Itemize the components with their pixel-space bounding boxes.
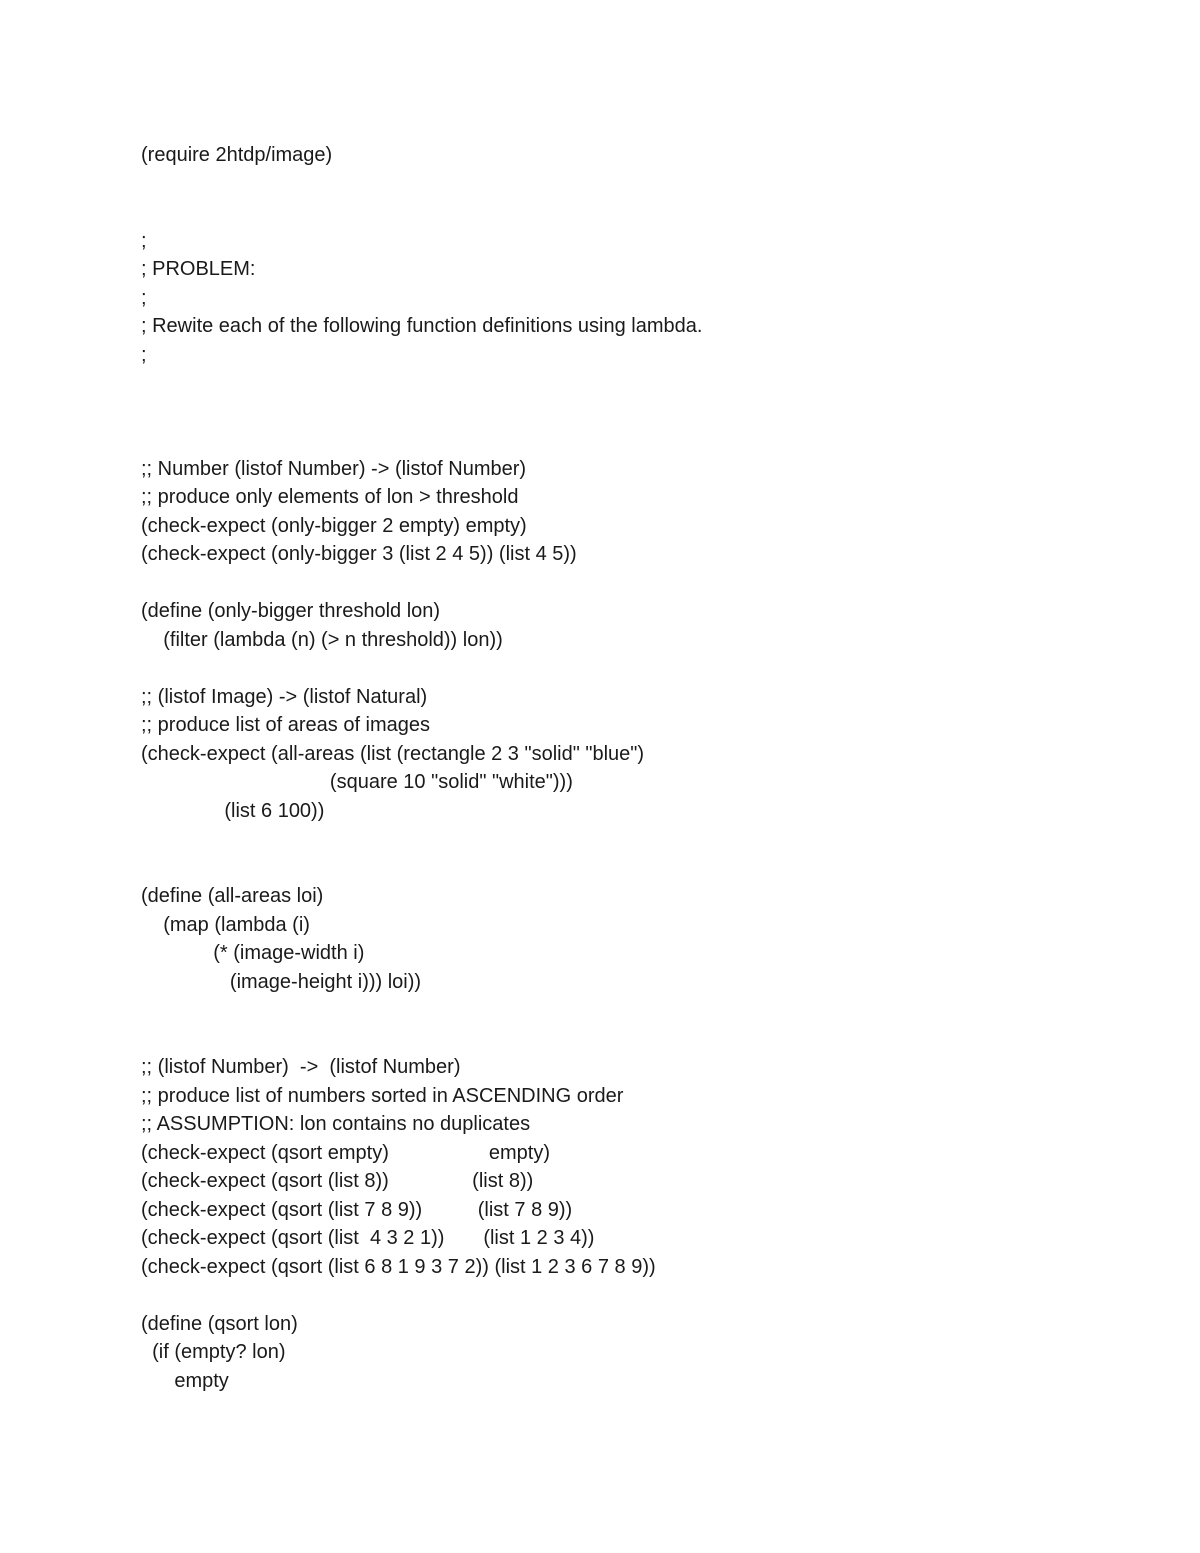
code-line xyxy=(141,1025,1141,1054)
code-line: (* (image-width i) xyxy=(141,942,365,964)
code-line: ; xyxy=(141,343,147,366)
code-line: (check-expect (only-bigger 3 (list 2 4 5)) (list 4 5)) xyxy=(141,543,577,565)
code-line xyxy=(141,654,1141,683)
code-line: (define (all-areas loi) xyxy=(141,885,324,907)
code-line xyxy=(141,198,1141,227)
code-line: (check-expect (qsort (list 6 8 1 9 3 7 2)) (list 1 2 3 6 7 8 9)) xyxy=(141,1255,656,1278)
code-line: (define (qsort lon) xyxy=(141,1312,298,1335)
code-line: ;; produce only elements of lon > threshold xyxy=(141,486,519,508)
code-line xyxy=(141,996,1141,1025)
code-line: (if (empty? lon) xyxy=(141,1341,286,1363)
code-line: (check-expect (all-areas (list (rectangle 2 3 "solid" "blue") xyxy=(141,742,645,765)
code-line: ;; produce list of areas of images xyxy=(141,714,431,736)
code-line: ;; (listof Number) -> (listof Number) xyxy=(141,1056,461,1078)
code-line: ;; produce list of numbers sorted in ASCENDING order xyxy=(141,1084,624,1107)
code-line xyxy=(141,854,1141,883)
code-line: (list 6 100)) xyxy=(141,799,325,822)
code-line: (square 10 "solid" "white"))) xyxy=(141,771,573,793)
code-line xyxy=(141,825,1141,854)
code-line: ; Rewite each of the following function definitions using lambda. xyxy=(141,315,703,337)
code-line: ; PROBLEM: xyxy=(141,258,256,280)
code-line: (check-expect (qsort empty) empty) xyxy=(141,1141,550,1164)
code-line: ; xyxy=(141,286,147,309)
code-line: (check-expect (qsort (list 8)) (list 8)) xyxy=(141,1170,534,1192)
code-line xyxy=(141,170,1141,199)
code-line xyxy=(141,426,1141,455)
code-line: ;; ASSUMPTION: lon contains no duplicates xyxy=(141,1113,531,1135)
code-line: (check-expect (qsort (list 7 8 9)) (list 7 8 9)) xyxy=(141,1198,573,1221)
code-line: (require 2htdp/image) xyxy=(141,144,333,166)
code-line: (filter (lambda (n) (> n threshold)) lon)) xyxy=(141,628,503,651)
code-line: empty xyxy=(141,1369,229,1392)
code-line: ; xyxy=(141,229,147,252)
code-line xyxy=(141,569,1141,598)
code-line xyxy=(141,369,1141,398)
code-listing xyxy=(141,141,1141,1395)
code-line xyxy=(141,398,1141,427)
code-line: (map (lambda (i) xyxy=(141,913,310,936)
code-line: (check-expect (only-bigger 2 empty) empty) xyxy=(141,514,527,537)
code-line: (define (only-bigger threshold lon) xyxy=(141,600,441,622)
code-line xyxy=(141,1281,1141,1310)
code-line: (check-expect (qsort (list 4 3 2 1)) (list 1 2 3 4)) xyxy=(141,1227,595,1249)
code-line: ;; (listof Image) -> (listof Natural) xyxy=(141,685,428,708)
code-line: (image-height i))) loi)) xyxy=(141,970,422,993)
code-line: ;; Number (listof Number) -> (listof Number) xyxy=(141,457,527,480)
